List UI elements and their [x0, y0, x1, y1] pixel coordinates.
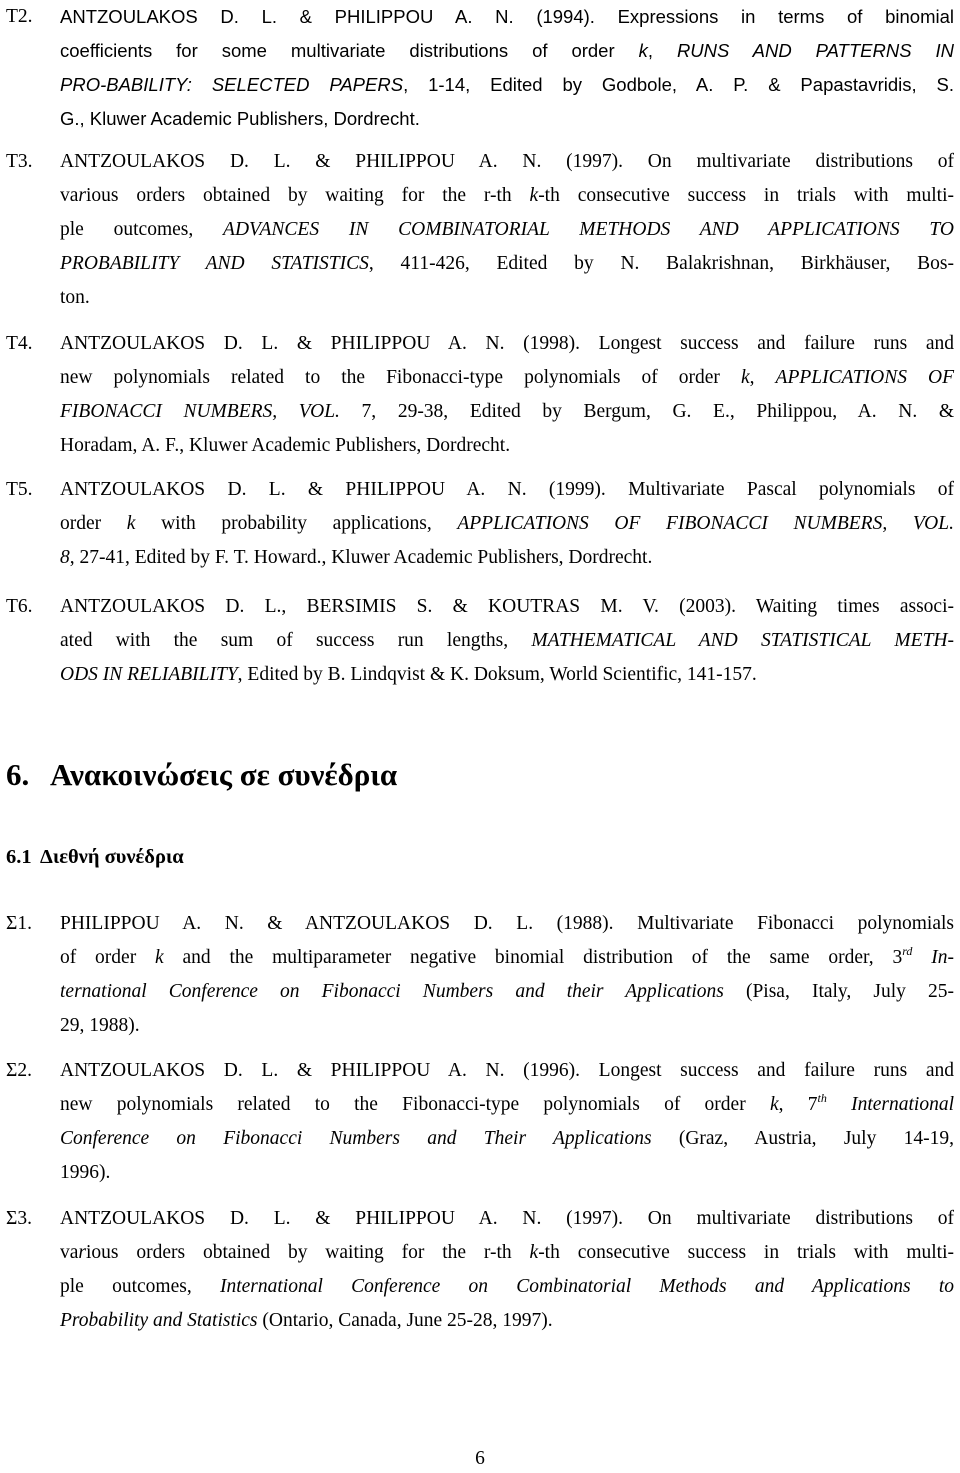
reference-text: [60, 0, 954, 136]
reference-line: PHILIPPOU A. N. & ANTZOULAKOS D. L. (1988). Multivariate Fibonacci polynomials: [60, 913, 954, 934]
reference-line: 1996).: [60, 1162, 111, 1183]
subsection-heading: [6, 840, 184, 874]
reference-line: ODS IN RELIABILITY, Edited by B. Lindqvist & K. Doksum, World Scientific, 141-157.: [60, 664, 757, 685]
reference-line: 29, 1988).: [60, 1015, 140, 1036]
reference-s3: [6, 1202, 954, 1338]
reference-line: ANTZOULAKOS D. L. & PHILIPPOU A. N. (1997). On multivariate distributions of: [60, 151, 954, 172]
section-number: 6.: [6, 757, 30, 792]
reference-line: ANTZOULAKOS D. L. & PHILIPPOU A. N. (1994). Expressions in terms of binomial: [60, 6, 954, 27]
reference-s2: [6, 1054, 954, 1190]
reference-t5: [6, 473, 954, 575]
reference-t2: [6, 0, 954, 136]
reference-text: [60, 590, 954, 692]
subsection-number: 6.1: [6, 846, 32, 868]
section-title: Ανακοινώσεις σε συνέδρια: [50, 757, 398, 792]
reference-line: FIBONACCI NUMBERS, VOL. 7, 29-38, Edited by Bergum, G. E., Philippou, A. N. &: [60, 401, 954, 422]
reference-text: [60, 327, 954, 463]
reference-line: ple outcomes, International Conference on Combinatorial Methods and Applications to: [60, 1276, 954, 1297]
reference-text: [60, 145, 954, 315]
reference-label: T2.: [6, 6, 33, 27]
reference-label: T5.: [6, 479, 33, 500]
reference-line: various orders obtained by waiting for the r-th k-th consecutive success in trials with multi-: [60, 185, 954, 206]
reference-text: [60, 907, 954, 1043]
reference-line: various orders obtained by waiting for the r-th k-th consecutive success in trials with multi-: [60, 1242, 954, 1263]
reference-line: coefficients for some multivariate distributions of order k, RUNS AND PATTERNS IN: [60, 40, 955, 61]
reference-line: Conference on Fibonacci Numbers and Their Applications (Graz, Austria, July 14-19,: [60, 1128, 954, 1149]
reference-line: Horadam, A. F., Kluwer Academic Publishers, Dordrecht.: [60, 435, 511, 456]
reference-line: of order k and the multiparameter negative binomial distribution of the same order, 3rd In-: [60, 944, 955, 968]
reference-line: PRO-BABILITY: SELECTED PAPERS, 1-14, Edited by Godbole, A. P. & Papastavridis, S.: [60, 74, 954, 95]
reference-line: G., Kluwer Academic Publishers, Dordrecht.: [60, 108, 420, 129]
reference-line: ANTZOULAKOS D. L. & PHILIPPOU A. N. (1998). Longest success and failure runs and: [60, 333, 954, 354]
reference-line: ple outcomes, ADVANCES IN COMBINATORIAL METHODS AND APPLICATIONS TO: [60, 219, 954, 240]
reference-label: T4.: [6, 333, 33, 354]
reference-line: ANTZOULAKOS D. L. & PHILIPPOU A. N. (1999). Multivariate Pascal polynomials of: [60, 479, 954, 500]
reference-s1: [6, 907, 954, 1043]
reference-line: new polynomials related to the Fibonacci-type polynomials of order k, 7th International: [60, 1091, 954, 1115]
reference-line: PROBABILITY AND STATISTICS, 411-426, Edited by N. Balakrishnan, Birkhäuser, Bos-: [60, 253, 954, 274]
reference-t6: [6, 590, 954, 692]
reference-text: [60, 473, 954, 575]
reference-label: T6.: [6, 596, 33, 617]
reference-line: ANTZOULAKOS D. L. & PHILIPPOU A. N. (1996). Longest success and failure runs and: [60, 1060, 954, 1081]
section-heading: [6, 755, 397, 795]
reference-line: ated with the sum of success run lengths, MATHEMATICAL AND STATISTICAL METH-: [60, 630, 954, 651]
reference-text: [60, 1054, 954, 1190]
reference-line: order k with probability applications, APPLICATIONS OF FIBONACCI NUMBERS, VOL.: [60, 513, 954, 534]
subsection-title: Διεθνή συνέδρια: [40, 846, 184, 868]
page-number: 6: [475, 1448, 485, 1469]
reference-line: 8, 27-41, Edited by F. T. Howard., Kluwer Academic Publishers, Dordrecht.: [60, 547, 653, 568]
reference-line: ton.: [60, 287, 90, 308]
reference-label: Σ2.: [6, 1060, 32, 1081]
reference-label: T3.: [6, 151, 33, 172]
reference-line: ternational Conference on Fibonacci Numbers and their Applications (Pisa, Italy, July 25-: [60, 981, 955, 1002]
reference-line: Probability and Statistics (Ontario, Canada, June 25-28, 1997).: [60, 1310, 553, 1331]
reference-t4: [6, 327, 954, 463]
reference-line: ANTZOULAKOS D. L. & PHILIPPOU A. N. (1997). On multivariate distributions of: [60, 1208, 954, 1229]
reference-text: [60, 1202, 954, 1338]
reference-line: ANTZOULAKOS D. L., BERSIMIS S. & KOUTRAS M. V. (2003). Waiting times associ-: [60, 596, 954, 617]
reference-label: Σ1.: [6, 913, 32, 934]
reference-line: new polynomials related to the Fibonacci-type polynomials of order k, APPLICATIONS OF: [60, 367, 954, 388]
reference-label: Σ3.: [6, 1208, 32, 1229]
reference-t3: [6, 145, 954, 315]
